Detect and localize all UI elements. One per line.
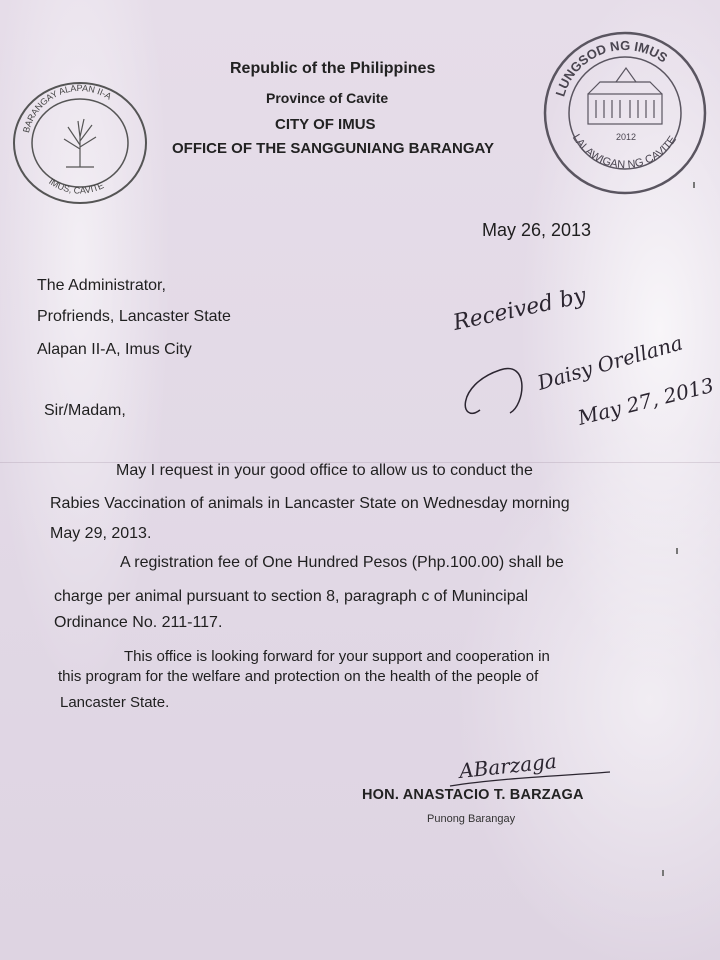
signer-name: HON. ANASTACIO T. BARZAGA (362, 787, 584, 803)
body-p2-line-2: charge per animal pursuant to section 8, paragraph c of Munincipal (54, 588, 529, 605)
body-p3-line-1: This office is looking forward for your support and cooperation in (124, 648, 550, 665)
header-republic: Republic of the Philippines (230, 60, 436, 77)
received-line-3: May 27, 2013 (575, 372, 715, 430)
body-p1-line-3: May 29, 2013. (50, 525, 152, 542)
seal-left-bottom-text: IMUS, CAVITE (47, 176, 106, 196)
barangay-seal (8, 75, 158, 205)
header-office: OFFICE OF THE SANGGUNIANG BARANGAY (172, 140, 494, 157)
letter-date: May 26, 2013 (482, 220, 592, 240)
recipient-line-1: The Administrator, (37, 277, 166, 294)
received-line-2: Daisy Orellana (534, 330, 686, 395)
body-p1-line-2: Rabies Vaccination of animals in Lancaster State on Wednesday morning (50, 495, 570, 512)
body-p2-line-1: A registration fee of One Hundred Pesos (Php.100.00) shall be (120, 554, 564, 571)
paper-speck (693, 182, 695, 188)
body-p3-line-2: this program for the welfare and protection on the health of the people of (58, 668, 539, 685)
body-p3-line-3: Lancaster State. (60, 694, 170, 711)
svg-text:LUNGSOD NG IMUS (552, 38, 670, 98)
body-p1-line-1: May I request in your good office to allow us to conduct the (116, 462, 533, 479)
salutation: Sir/Madam, (44, 402, 126, 419)
seal-right-year: 2012 (616, 132, 637, 142)
received-line-1: Received by (451, 285, 589, 336)
recipient-line-2: Profriends, Lancaster State (37, 308, 231, 325)
header-province: Province of Cavite (266, 90, 389, 106)
received-flourish (465, 369, 522, 414)
recipient-line-3: Alapan II-A, Imus City (37, 341, 192, 358)
paper-speck (676, 548, 678, 554)
received-by-note (440, 285, 715, 445)
building-icon (588, 68, 662, 124)
header-city: CITY OF IMUS (275, 116, 376, 133)
city-seal (540, 28, 710, 198)
svg-text:ABarzaga: ABarzaga (458, 748, 558, 783)
svg-text:IMUS, CAVITE (47, 176, 105, 195)
seal-right-bottom-text: LALAWIGAN NG CAVITE (569, 132, 679, 172)
seal-right-top-text: LUNGSOD NG IMUS (552, 37, 671, 99)
tree-icon (64, 119, 96, 167)
paper-speck (662, 870, 664, 876)
seal-left-top-text: BARANGAY ALAPAN II-A (21, 82, 114, 134)
body-p2-line-3: Ordinance No. 211-117. (54, 614, 223, 631)
signer-title: Punong Barangay (427, 813, 516, 825)
